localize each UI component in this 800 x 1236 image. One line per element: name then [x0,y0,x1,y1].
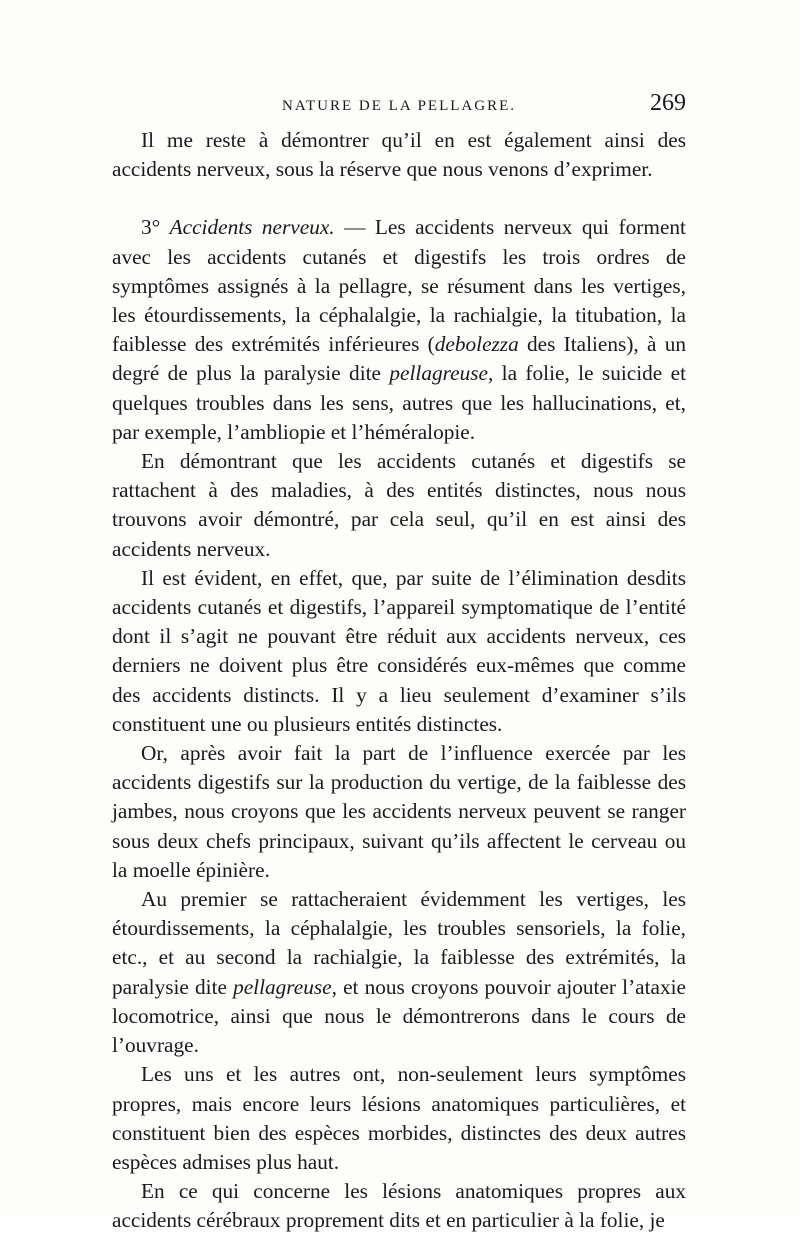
text-segment: et nous croyons pouvoir ajouter l’ataxie locomotrice, ainsi que nous le démontrerons dans le cours de l’ouvrage. [112,974,686,1058]
text-segment: Au premier se rattacheraient évidemment les vertiges, les étourdissements, la céphalalgie, les troubles sensoriels, la folie, etc., et au second la rachialgie, la faiblesse des extrémités, la paralysie dite [112,887,686,999]
running-title: NATURE DE LA PELLAGRE. [282,98,516,114]
paragraph [112,885,686,1060]
text-segment: la folie, le suicide et quelques troubles dans les sens, autres que les hallucinations, et, par exemple, l’ambliopie et l’héméralopie. [112,361,687,444]
running-head [112,92,686,122]
text-segment: 3° [141,215,170,240]
text-segment: — Les accidents nerveux qui forment avec les accidents cutanés et digestifs les trois ordres de symptômes assignés à la pellagre, se résument dans les vertiges, les étourdissements, la céphalalgie, la rachialgie, la titubation, la faiblesse des extrémités inférieures ( [112,215,686,357]
text-segment: Les uns et les autres ont, non-seulement leurs symptômes propres, mais encore leurs lésions anatomiques particulières, et constituent bien des espèces morbides, distinctes des deux autres espèces admises plus haut. [112,1062,686,1174]
paragraph [112,447,686,564]
paragraph [112,1060,686,1177]
text-segment: Il est évident, en effet, que, par suite de l’élimination desdits accidents cutanés et digestifs, l’appareil symptomatique de l’entité dont il s’agit ne pouvant être réduit aux accidents nerveux, ces derniers ne doivent plus être considérés eux-mêmes que comme des accidents distincts. Il y a lieu seulement d’examiner s’ils constituent une ou plusieurs entités distinctes. [112,565,686,736]
paragraph [112,1177,686,1235]
text-segment: Il me reste à démontrer qu’il en est également ainsi des accidents nerveux, sous la réserve que nous venons d’exprimer. [112,128,686,182]
text-segment: En démontrant que les accidents cutanés et digestifs se rattachent à des maladies, à des entités distinctes, nous nous trouvons avoir démontré, par cela seul, qu’il en est ainsi des accidents nerveux. [112,449,686,561]
italic-text: debolezza [434,332,519,357]
italic-text: pellagreuse, [233,974,337,999]
italic-text: Accidents nerveux. [169,215,335,240]
italic-text: pellagreuse, [389,361,494,386]
paragraph [112,213,686,447]
body-text [112,126,686,1236]
paragraph [112,564,686,739]
page-number: 269 [650,90,686,116]
text-segment: En ce qui concerne les lésions anatomiques propres aux accidents cérébraux proprement dits et en particulier à la folie, je [112,1179,686,1233]
paragraph [112,739,686,885]
text-segment: Or, après avoir fait la part de l’influence exercée par les accidents digestifs sur la production du vertige, de la faiblesse des jambes, nous croyons que les accidents nerveux peuvent se ranger sous deux chefs principaux, suivant qu’ils affectent le cerveau ou la moelle épinière. [112,741,686,882]
text-segment: des Italiens), à un degré de plus la paralysie dite [112,332,686,386]
paragraph [112,126,686,184]
